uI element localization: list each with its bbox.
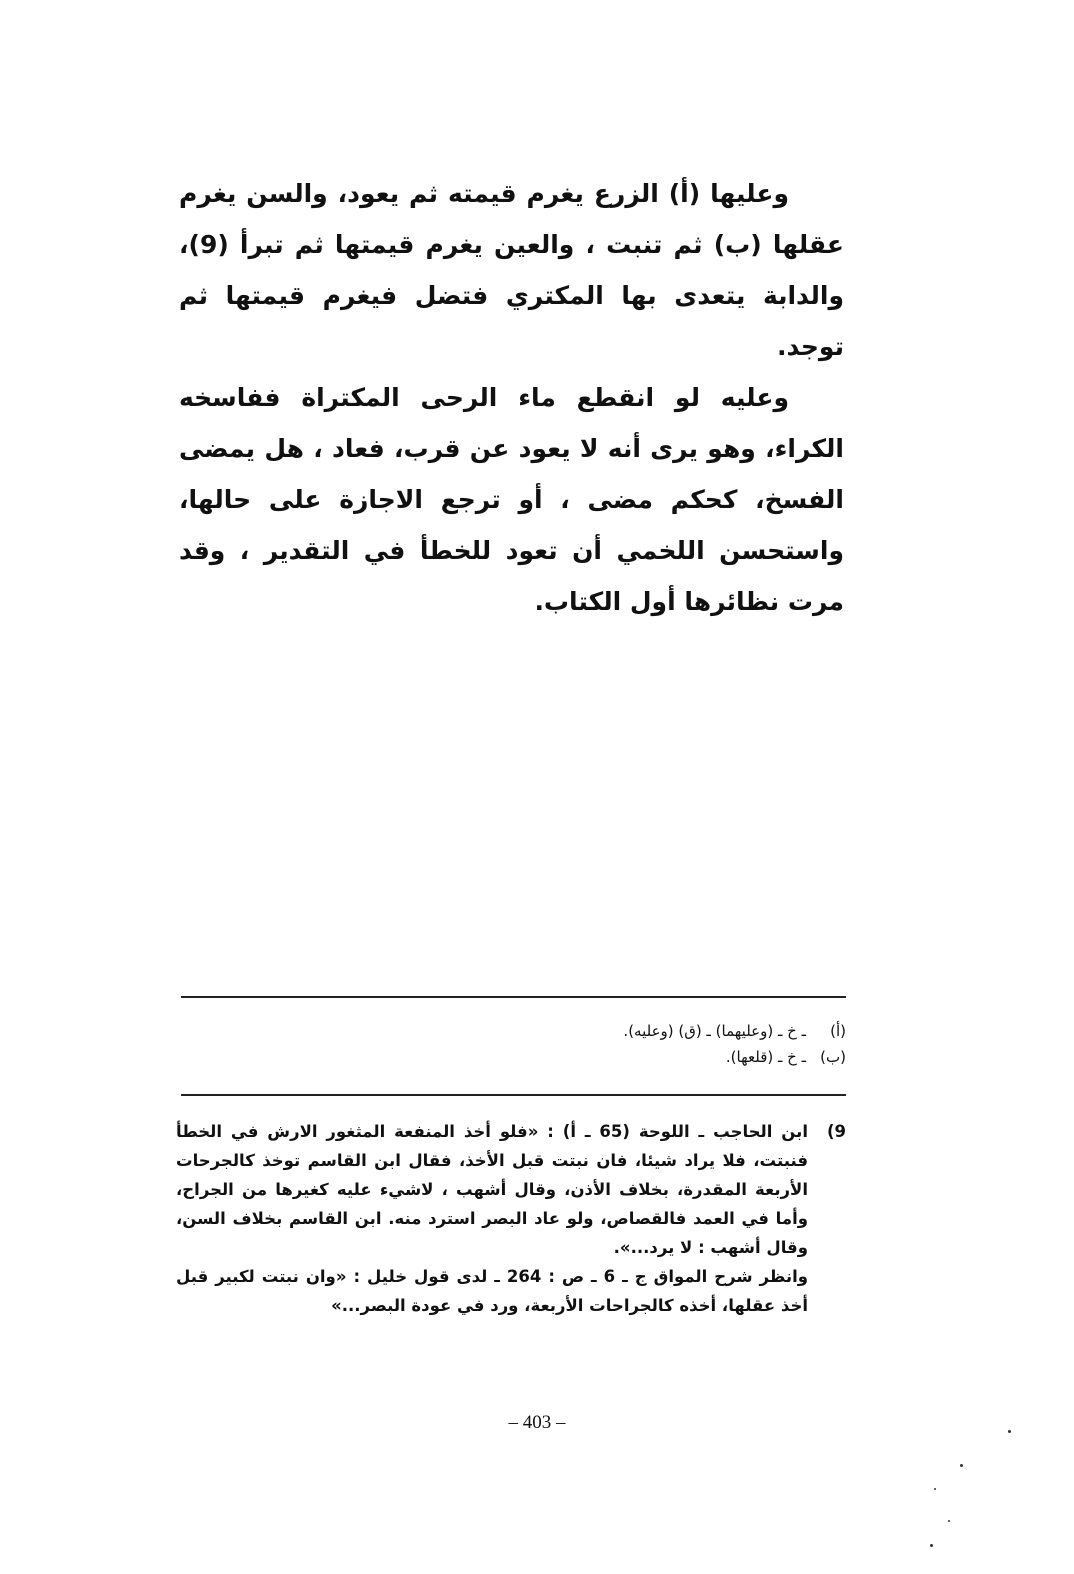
scan-speck — [934, 1488, 936, 1490]
variant-notes — [186, 1018, 846, 1070]
footnote-divider-bottom — [181, 1094, 846, 1096]
scan-speck — [948, 1520, 950, 1522]
page-number: – 403 – — [508, 1412, 566, 1433]
variant-note — [186, 1044, 846, 1070]
variant-note — [186, 1018, 846, 1044]
footnote-paragraph-1: ابن الحاجب ـ اللوحة (65 ـ أ) : «فلو أخذ المنفعة المثغور الارش في الخطأ فنبتت، فلا يراد شيئا، فان نبتت قبل الأخذ، فقال ابن القاسم توخذ كالجرحات الأربعة المقدرة، بخلاف الأذن، وقال أشهب ، لاشيء عليه كغيرها من الجراح، وأما في العمد فالقصاص، ولو عاد البصر استرد منه. ابن القاسم بخلاف السن، وقال أشهب : لا يرد...». — [176, 1122, 808, 1257]
main-paragraph-2: وعليه لو انقطع ماء الرحى المكتراة ففاسخه الكراء، وهو يرى أنه لا يعود عن قرب، فعاد ، هل يمضى الفسخ، كحكم مضى ، أو ترجع الاجازة على حالها، واستحسن اللخمي أن تعود للخطأ في التقدير ، وقد مرت نظائرها أول الكتاب. — [179, 383, 844, 616]
footnote-paragraph-2: وانظر شرح المواق ج ـ 6 ـ ص : 264 ـ لدى قول خليل : «وان نبتت لكبير قبل أخذ عقلها، أخذه كالجراحات الأربعة، ورد في عودة البصر...» — [176, 1267, 808, 1315]
scan-speck — [1008, 1430, 1011, 1433]
variant-note-marker: (ب) — [820, 1048, 846, 1066]
variant-note-marker: (أ) — [830, 1022, 846, 1040]
scan-speck — [960, 1464, 963, 1467]
main-text — [179, 168, 844, 627]
scan-speck — [930, 1544, 933, 1547]
variant-note-text: ـ خ ـ (وعليهما) ـ (ق) (وعليه). — [623, 1022, 806, 1040]
footnote-number: 9) — [826, 1122, 846, 1141]
variant-note-text: ـ خ ـ (قلعها). — [725, 1048, 806, 1066]
footnote — [176, 1117, 846, 1320]
footnote-body — [176, 1117, 808, 1320]
main-paragraph-1: وعليها (أ) الزرع يغرم قيمته ثم يعود، والسن يغرم عقلها (ب) ثم تنبت ، والعين يغرم قيمتها ثم تبرأ (9)، والدابة يتعدى بها المكتري فتضل فيغرم قيمتها ثم توجد. — [179, 179, 844, 361]
footnote-divider-top — [181, 996, 846, 998]
